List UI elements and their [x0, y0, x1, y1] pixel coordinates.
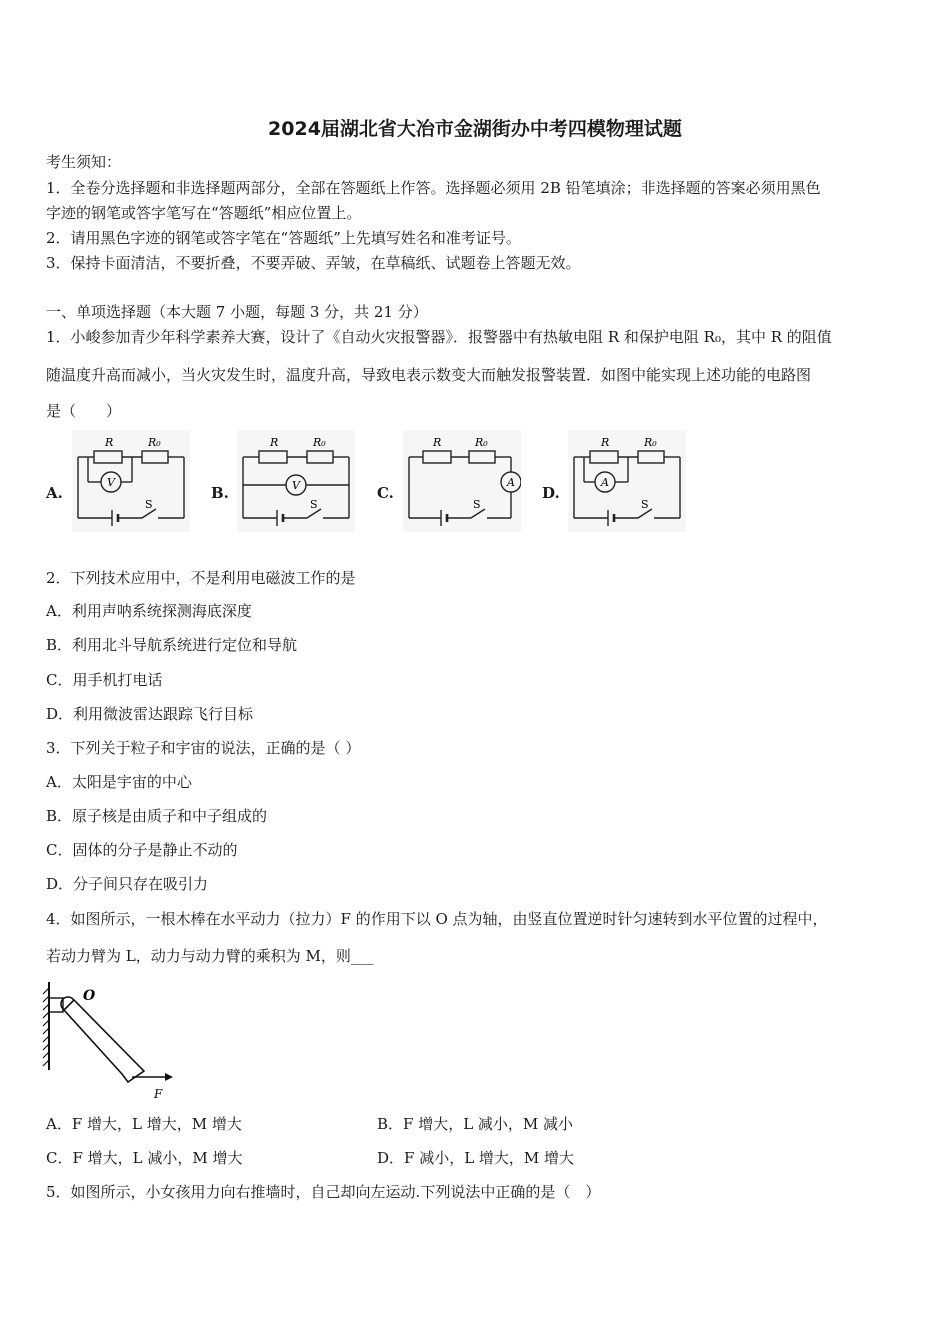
circuit-b-switch-label: S [310, 498, 318, 511]
q2-option-a: A．利用声呐系统探测海底深度 [46, 602, 252, 620]
circuit-c-switch-label: S [473, 498, 481, 511]
q2-option-d: D．利用微波雷达跟踪飞行目标 [46, 705, 254, 723]
q3-option-d: D．分子间只存在吸引力 [46, 875, 209, 893]
circuit-a-voltmeter-label: V [107, 476, 115, 489]
page-title: 2024届湖北省大冶市金湖街办中考四模物理试题 [268, 118, 682, 140]
circuit-d-r-label: R [601, 436, 610, 449]
notice-heading: 考生须知： [46, 153, 122, 171]
q4-line-1: 4．如图所示，一根木棒在水平动力（拉力）F 的作用下以 O 点为轴，由竖直位置逆时针匀速转到水平位置的过程中， [46, 910, 828, 928]
circuit-a-r-label: R [105, 436, 114, 449]
q1-line-2: 随温度升高而减小，当火灾发生时，温度升高，导致电表示数变大而触发报警装置．如图中能实现上述功能的电路图 [46, 366, 812, 384]
circuit-c-ammeter-label: A [507, 476, 515, 489]
q1-option-d-label: D. [542, 484, 560, 502]
q3-stem: 3．下列关于粒子和宇宙的说法，正确的是（ ） [46, 739, 361, 757]
q1-line-1: 1．小峻参加青少年科学素养大赛，设计了《自动火灾报警器》．报警器中有热敏电阻 R 和保护电阻 R₀，其中 R 的阻值 [46, 328, 832, 346]
circuit-c-r0-label: R₀ [475, 436, 488, 449]
q3-option-c: C．固体的分子是静止不动的 [46, 841, 238, 859]
circuit-b-r-label: R [270, 436, 279, 449]
lever-force-label: F [154, 1087, 163, 1101]
notice-line-2: 2．请用黑色字迹的钢笔或答字笔在“答题纸”上先填写姓名和准考证号。 [46, 229, 521, 247]
q1-option-c-label: C. [377, 484, 394, 502]
notice-line-1b: 字迹的钢笔或答字笔写在“答题纸”相应位置上。 [46, 204, 362, 222]
circuit-d-ammeter-label: A [601, 476, 609, 489]
circuit-a-switch-label: S [145, 498, 153, 511]
notice-line-3: 3．保持卡面清洁，不要折叠，不要弄破、弄皱，在草稿纸、试题卷上答题无效。 [46, 254, 581, 272]
q5-stem: 5．如图所示，小女孩用力向右推墙时，自己却向左运动.下列说法中正确的是（ ） [46, 1183, 601, 1201]
q2-option-c: C．用手机打电话 [46, 671, 163, 689]
section-heading: 一、单项选择题（本大题 7 小题，每题 3 分，共 21 分） [46, 303, 428, 321]
circuit-c-r-label: R [433, 436, 442, 449]
q4-option-b: B．F 增大，L 减小，M 减小 [377, 1115, 574, 1133]
circuit-b-r0-label: R₀ [313, 436, 326, 449]
q1-option-b-label: B. [211, 484, 229, 502]
circuit-a-r0-label: R₀ [148, 436, 161, 449]
q4-option-c: C．F 增大，L 减小，M 增大 [46, 1149, 243, 1167]
notice-line-1a: 1．全卷分选择题和非选择题两部分，全部在答题纸上作答。选择题必须用 2B 铅笔填涂；非选择题的答案必须用黑色 [46, 179, 821, 197]
circuit-a-diagram [72, 430, 190, 532]
circuit-b-diagram [237, 430, 355, 532]
circuit-d-switch-label: S [641, 498, 649, 511]
q4-option-d: D．F 减小，L 增大，M 增大 [377, 1149, 575, 1167]
lever-diagram [40, 978, 180, 1102]
q2-option-b: B．利用北斗导航系统进行定位和导航 [46, 636, 298, 654]
circuit-d-diagram [568, 430, 686, 532]
q4-option-a: A．F 增大，L 增大，M 增大 [46, 1115, 242, 1133]
circuit-d-r0-label: R₀ [644, 436, 657, 449]
circuit-c-diagram [403, 430, 521, 532]
circuit-b-voltmeter-label: V [292, 479, 300, 492]
q4-line-2: 若动力臂为 L，动力与动力臂的乘积为 M，则___ [46, 947, 374, 965]
q1-option-a-label: A. [46, 484, 63, 502]
q3-option-b: B．原子核是由质子和中子组成的 [46, 807, 268, 825]
q2-stem: 2．下列技术应用中，不是利用电磁波工作的是 [46, 569, 356, 587]
lever-pivot-label: O [83, 988, 96, 1004]
q3-option-a: A．太阳是宇宙的中心 [46, 773, 192, 791]
q1-line-3: 是（ ） [46, 402, 122, 420]
